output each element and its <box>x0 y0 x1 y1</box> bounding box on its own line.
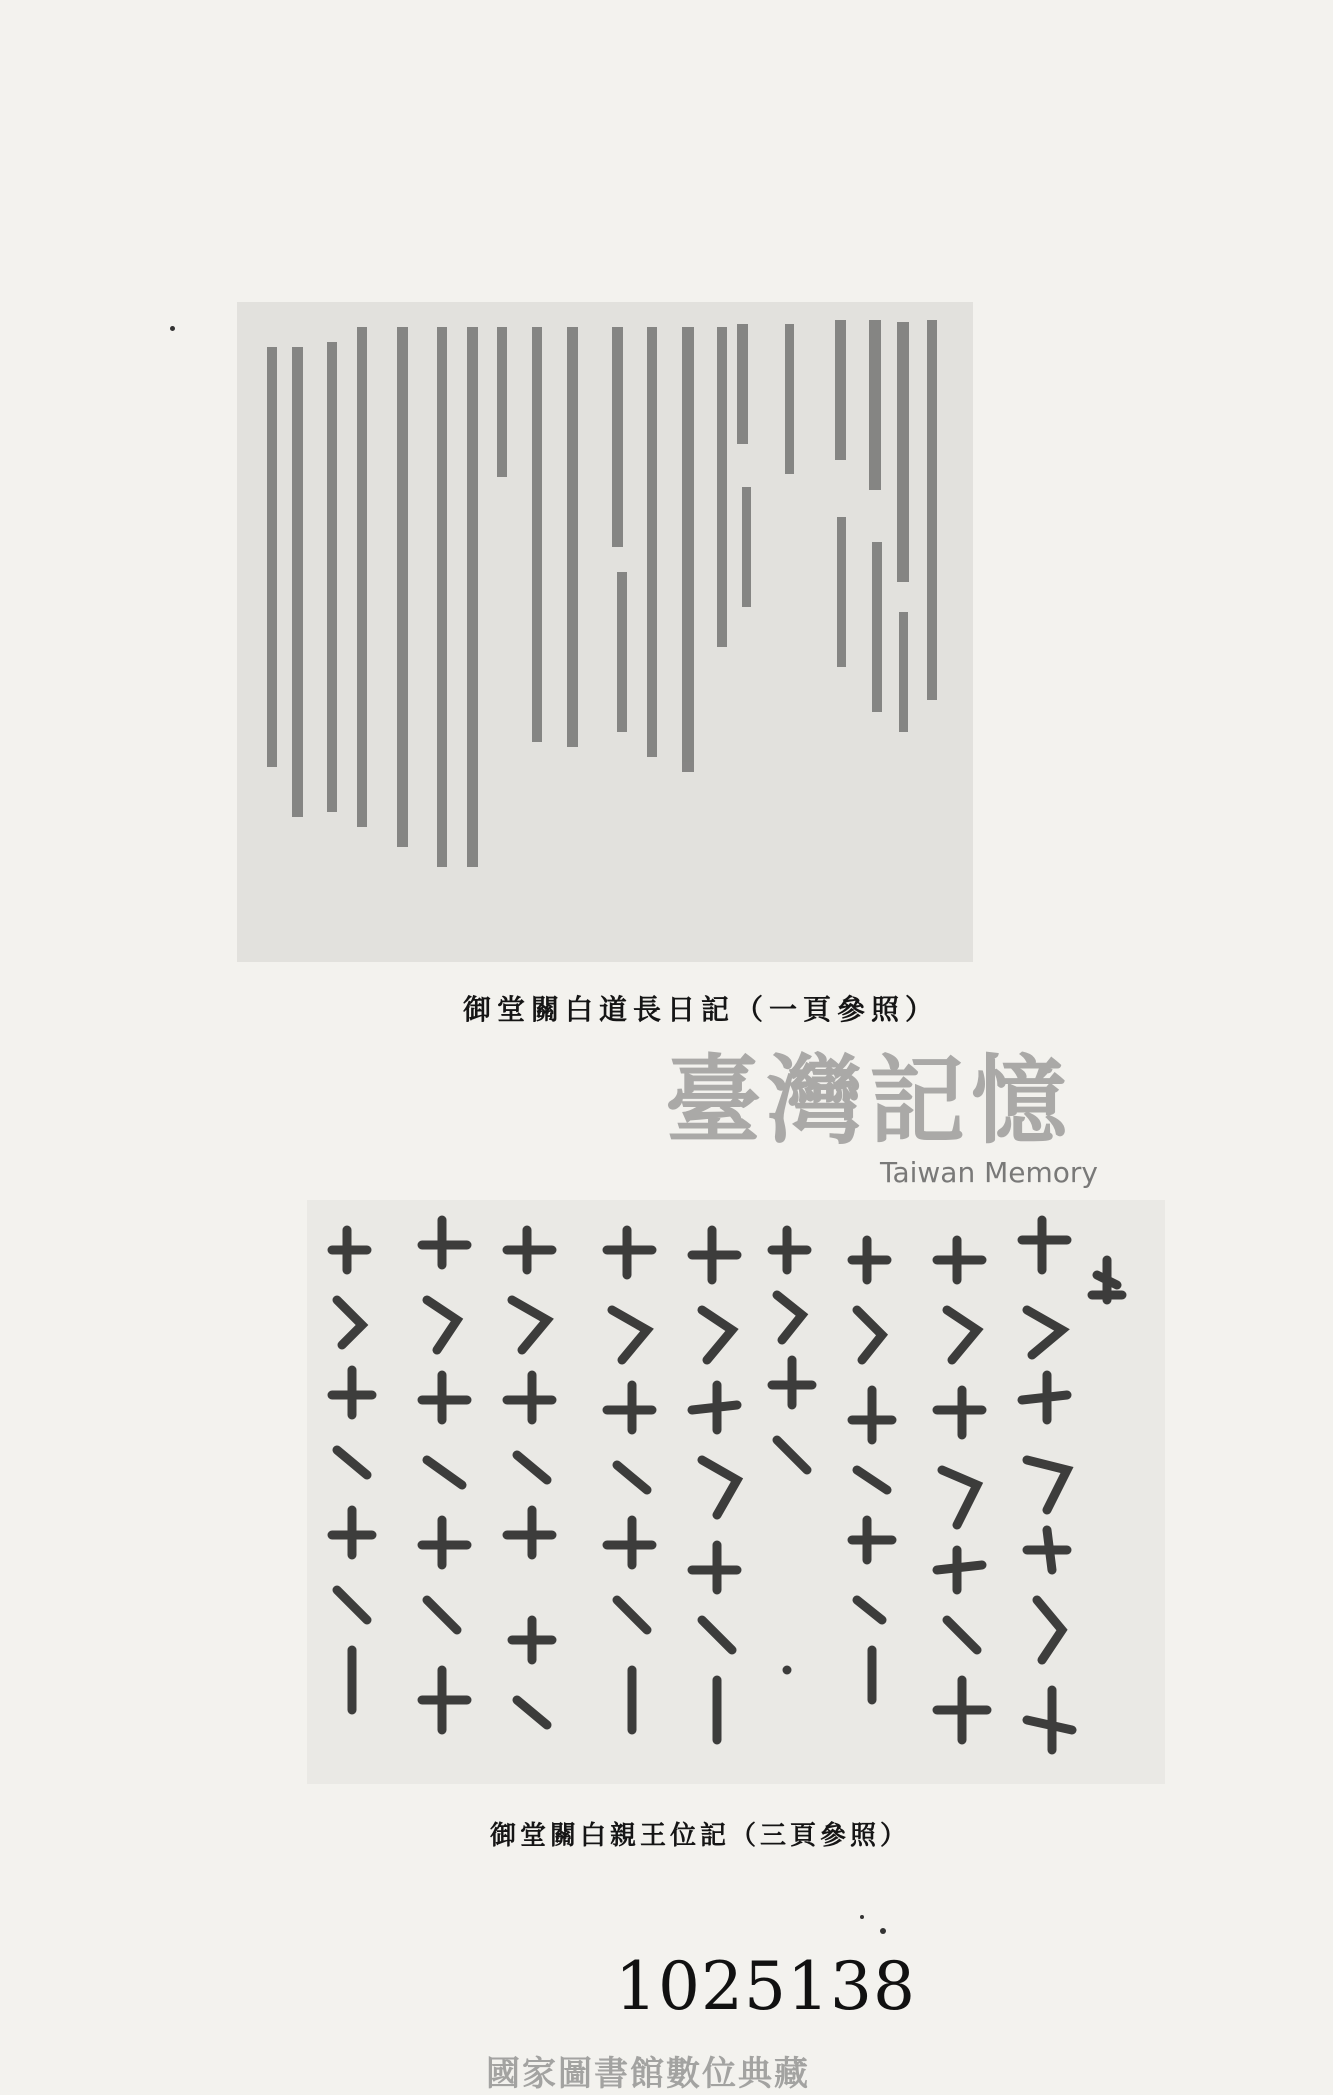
watermark-english: Taiwan Memory <box>880 1156 1098 1189</box>
scan-speck <box>860 1915 864 1919</box>
taiwan-memory-watermark <box>665 1044 1105 1193</box>
scan-speck <box>880 1928 886 1934</box>
rank-document-calligraphy <box>307 1200 1165 1784</box>
rank-document-caption: 御堂關白親王位記（三頁參照） <box>490 1821 911 1851</box>
watermark-chinese: 臺灣記憶 <box>665 1044 1073 1157</box>
diary-image <box>237 302 973 962</box>
rank-document-image <box>307 1200 1165 1784</box>
national-library-watermark: 國家圖書館數位典藏 <box>486 2054 810 2094</box>
document-number: 1025138 <box>615 1948 916 2025</box>
diary-handwriting <box>237 302 973 962</box>
scan-speck <box>170 326 175 331</box>
diary-caption: 御堂關白道長日記（一頁參照） <box>463 993 940 1026</box>
